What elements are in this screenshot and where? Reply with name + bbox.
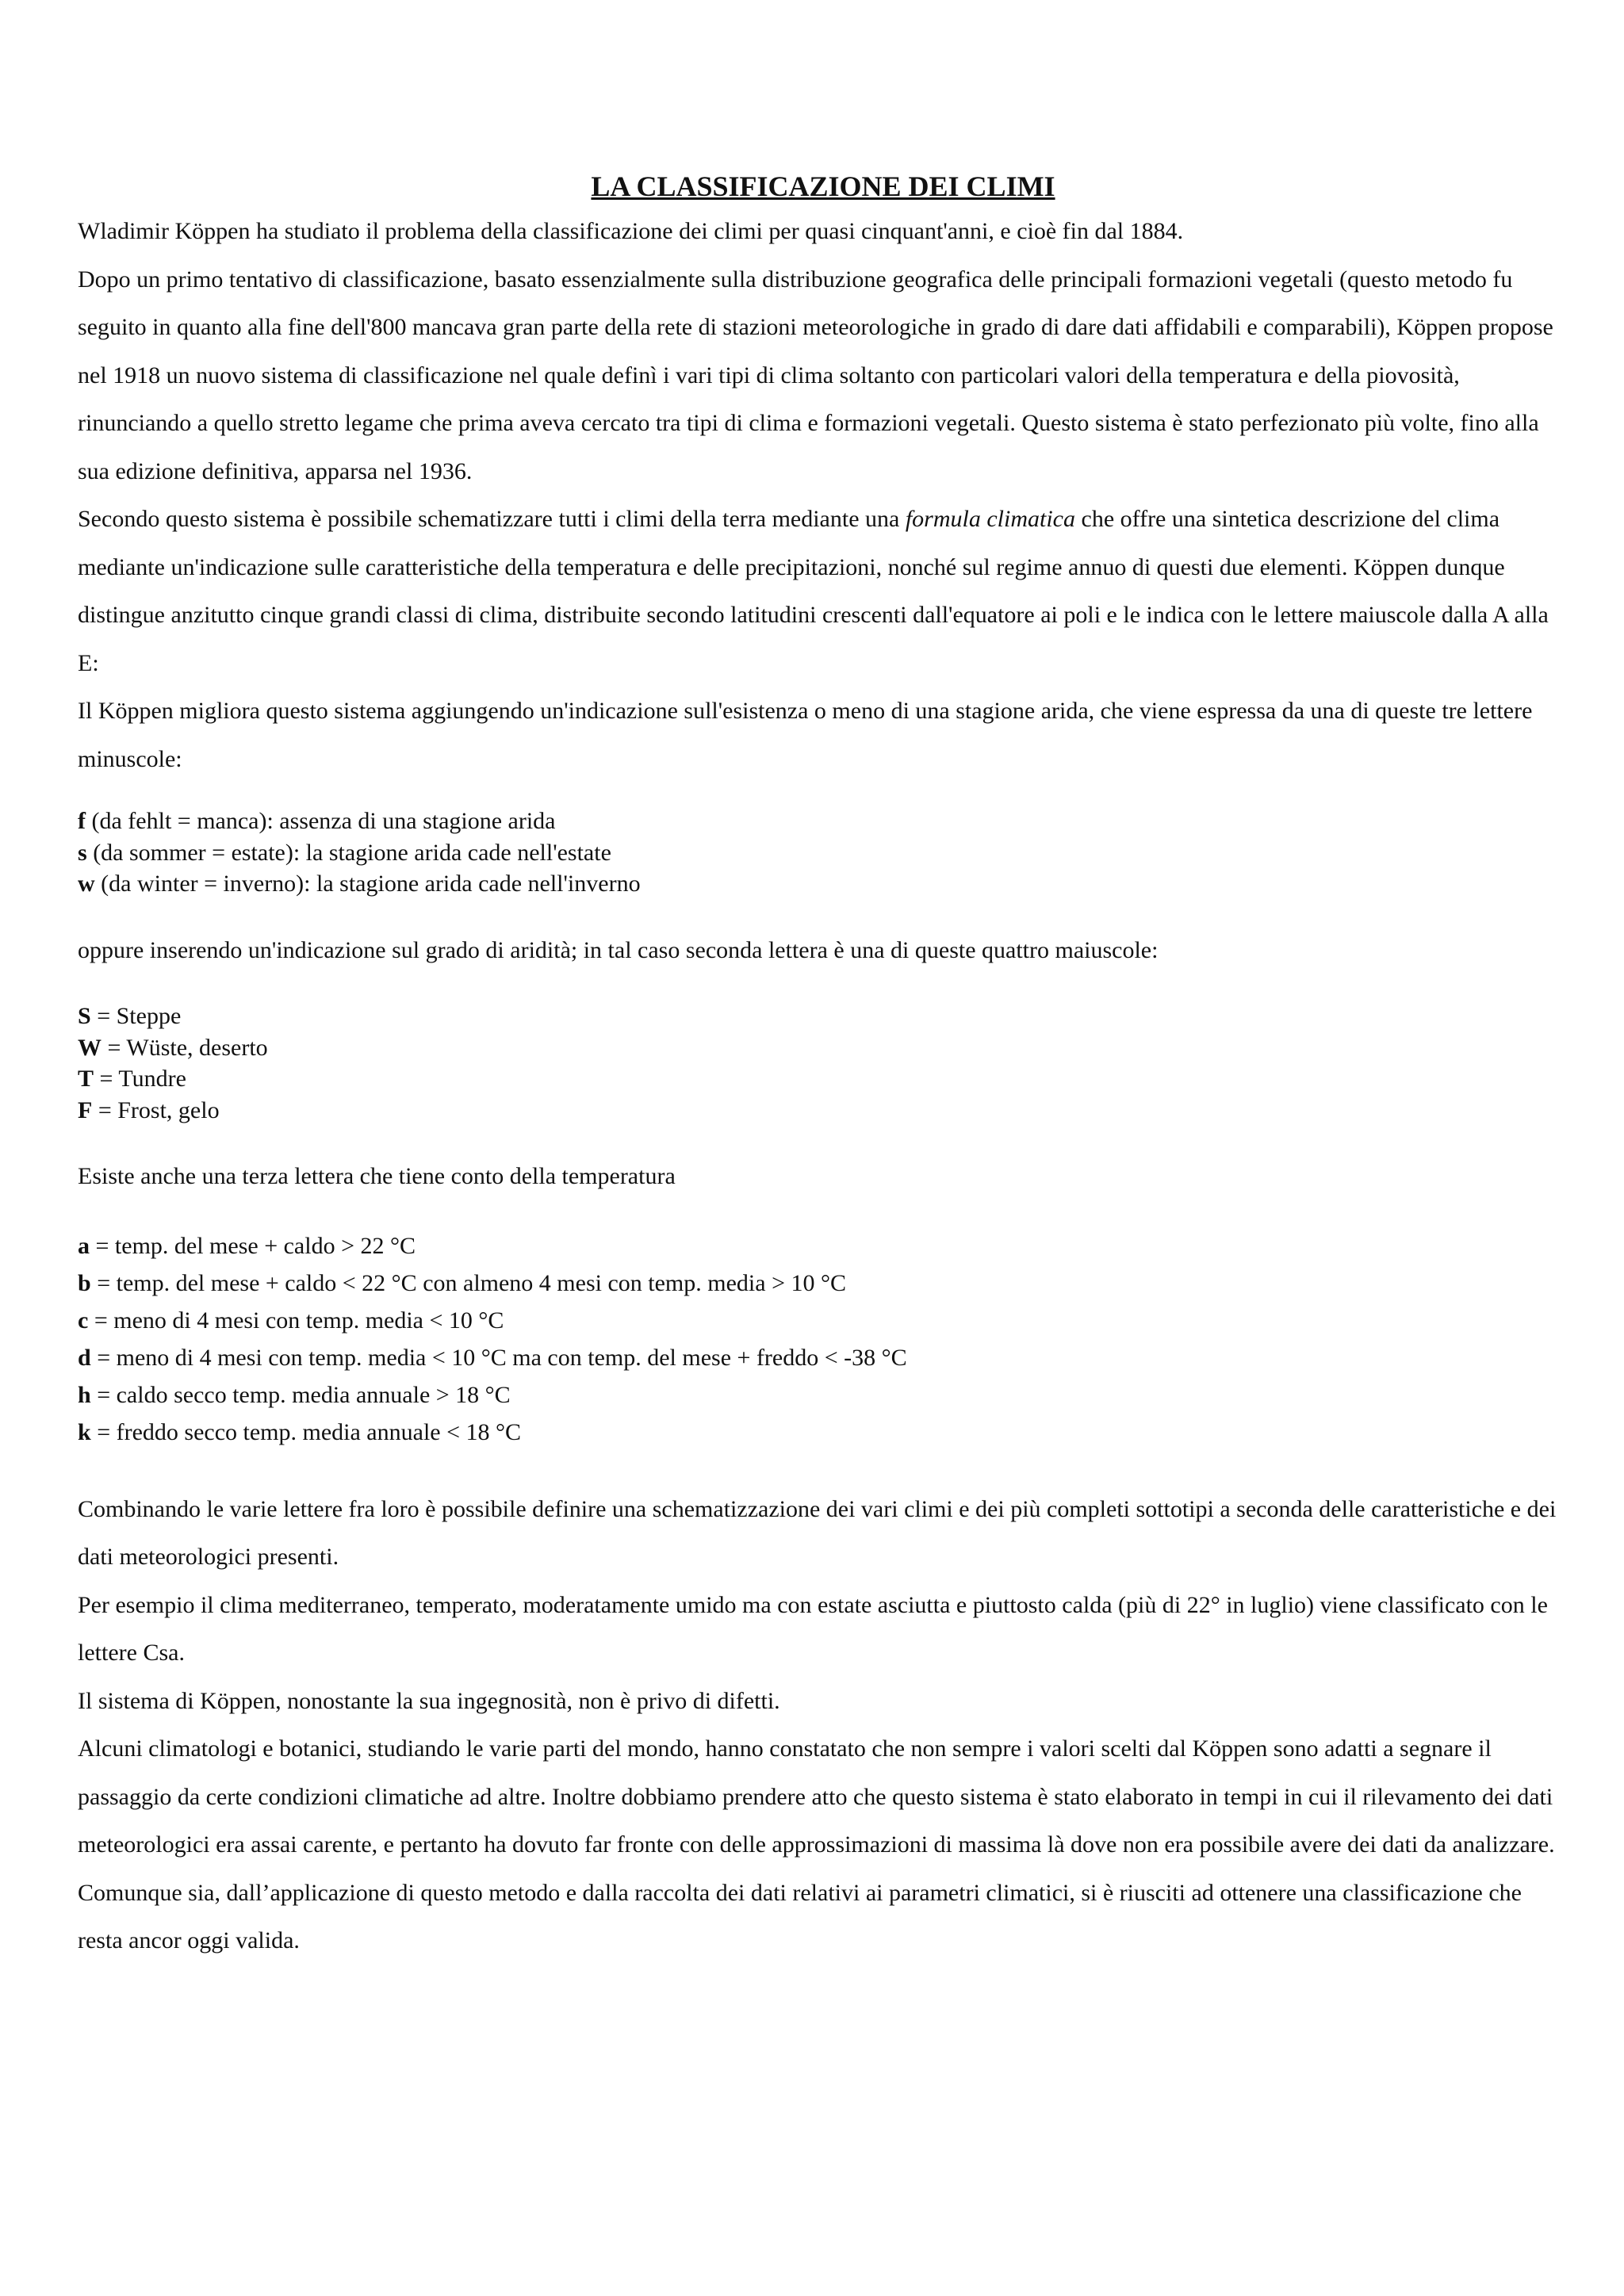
page-title: LA CLASSIFICAZIONE DEI CLIMI — [591, 170, 1055, 202]
letter-description: = meno di 4 mesi con temp. media < 10 °C ma con temp. del mese + freddo < -38 °C — [90, 1344, 907, 1371]
list-item — [78, 1302, 1568, 1339]
temp-intro-paragraph: Esiste anche una terza lettera che tiene conto della temperatura — [78, 1163, 676, 1189]
letter-label: h — [78, 1381, 91, 1408]
arid-letters-list — [78, 806, 1568, 900]
letter-label: d — [78, 1344, 91, 1371]
list-item — [78, 1414, 1568, 1451]
formula-paragraph — [78, 496, 1568, 687]
temp-intro-block — [78, 1161, 1568, 1192]
arid-intro-paragraph: Il Köppen migliora questo sistema aggiungendo un'indicazione sull'esistenza o meno di una stagione arida, che viene espressa da una di queste tre lettere minuscole: — [78, 698, 1533, 772]
letter-description: (da sommer = estate): la stagione arida cade nell'estate — [86, 839, 611, 866]
intro-paragraph-1: Wladimir Köppen ha studiato il problema della classificazione dei climi per quasi cinquant'anni, e cioè fin dal 1884. — [78, 218, 1184, 244]
conclusion-paragraph-4: Alcuni climatologi e botanici, studiando le varie parti del mondo, hanno constatato che non sempre i valori scelti dal Köppen sono adatti a segnare il passaggio da certe condizioni climatiche ad altre. Inoltre dobbiamo prendere atto che questo sistema è stato elaborato in tempi in cui il rilevamento dei dati meteorologici era assai carente, e pertanto ha dovuto far fronte con delle approssimazioni di massima là dove non era possibile avere dei dati da analizzare. — [78, 1735, 1555, 1858]
formula-emphasis: formula climatica — [905, 506, 1075, 532]
list-item — [78, 868, 1568, 900]
list-item — [78, 1032, 1568, 1064]
letter-description: = Tundre — [94, 1066, 186, 1092]
formula-text-after: che offre una sintetica descrizione del clima mediante un'indicazione sulle caratteristiche della temperatura e delle precipitazioni, nonché sul regime annuo di questi due elementi. Köppen dunque distingue anzitutto cinque grandi classi di clima, distribuite secondo latitudini crescenti dall'equatore ai poli e le indica con le lettere maiuscole dalla A alla E: — [78, 506, 1549, 676]
letter-description: = meno di 4 mesi con temp. media < 10 °C — [88, 1307, 504, 1334]
letter-label: f — [78, 808, 86, 834]
letter-description: = Wüste, deserto — [102, 1034, 268, 1061]
conclusion-paragraph-5: Comunque sia, dall’applicazione di questo metodo e dalla raccolta dei dati relativi ai parametri climatici, si è riusciti ad ottenere una classificazione che resta ancor oggi valida. — [78, 1879, 1522, 1954]
intro-paragraph-2: Dopo un primo tentativo di classificazione, basato essenzialmente sulla distribuzione geografica delle principali formazioni vegetali (questo metodo fu seguito in quanto alla fine dell'800 mancava gran parte della rete di stazioni meteorologiche in grado di dare dati affidabili e comparabili), Köppen propose nel 1918 un nuovo sistema di classificazione nel quale definì i vari tipi di clima soltanto con particolari valori della temperatura e della piovosità, rinunciando a quello stretto legame che prima aveva cercato tra tipi di clima e formazioni vegetali. Questo sistema è stato perfezionato più volte, fino alla sua edizione definitiva, apparsa nel 1936. — [78, 266, 1553, 484]
conclusion-paragraph-2: Per esempio il clima mediterraneo, temperato, moderatamente umido ma con estate asciutta e piuttosto calda (più di 22° in luglio) viene classificato con le lettere Csa. — [78, 1591, 1548, 1666]
list-item — [78, 1063, 1568, 1095]
letter-description: (da fehlt = manca): assenza di una stagione arida — [86, 808, 556, 834]
list-item — [78, 1376, 1568, 1414]
aridity-intro-paragraph: oppure inserendo un'indicazione sul grado di aridità; in tal caso seconda lettera è una di queste quattro maiuscole: — [78, 936, 1159, 963]
list-item — [78, 1095, 1568, 1127]
letter-description: = temp. del mese + caldo > 22 °C — [90, 1232, 416, 1259]
list-item — [78, 837, 1568, 869]
list-item — [78, 1001, 1568, 1032]
aridity-letters-list — [78, 1001, 1568, 1126]
conclusion-paragraph-1: Combinando le varie lettere fra loro è possibile definire una schematizzazione dei vari climi e dei più completi sottotipi a seconda delle caratteristiche e dei dati meteorologici presenti. — [78, 1495, 1557, 1570]
aridity-intro-block — [78, 935, 1568, 966]
letter-description: = Steppe — [90, 1003, 182, 1029]
letter-description: = Frost, gelo — [92, 1096, 220, 1123]
letter-label: w — [78, 871, 95, 897]
document-page — [78, 166, 1568, 1965]
letter-label: T — [78, 1066, 94, 1092]
letter-description: (da winter = inverno): la stagione arida cade nell'inverno — [94, 871, 641, 897]
temp-letters-list — [78, 1227, 1568, 1451]
letter-description: = temp. del mese + caldo < 22 °C con almeno 4 mesi con temp. media > 10 °C — [90, 1269, 846, 1296]
letter-label: S — [78, 1003, 91, 1029]
letter-label: s — [78, 839, 87, 866]
letter-description: = caldo secco temp. media annuale > 18 °C — [90, 1381, 511, 1408]
conclusion-paragraph-3: Il sistema di Köppen, nonostante la sua ingegnosità, non è privo di difetti. — [78, 1687, 780, 1714]
letter-label: W — [78, 1034, 102, 1061]
letter-label: c — [78, 1307, 89, 1334]
letter-description: = freddo secco temp. media annuale < 18 °C — [90, 1418, 522, 1445]
letter-label: k — [78, 1418, 91, 1445]
list-item — [78, 1339, 1568, 1376]
letter-label: b — [78, 1269, 91, 1296]
letter-label: F — [78, 1096, 93, 1123]
list-item — [78, 1265, 1568, 1302]
list-item — [78, 806, 1568, 837]
list-item — [78, 1227, 1568, 1265]
formula-text-before: Secondo questo sistema è possibile schematizzare tutti i climi della terra mediante una — [78, 506, 906, 532]
letter-label: a — [78, 1232, 90, 1259]
